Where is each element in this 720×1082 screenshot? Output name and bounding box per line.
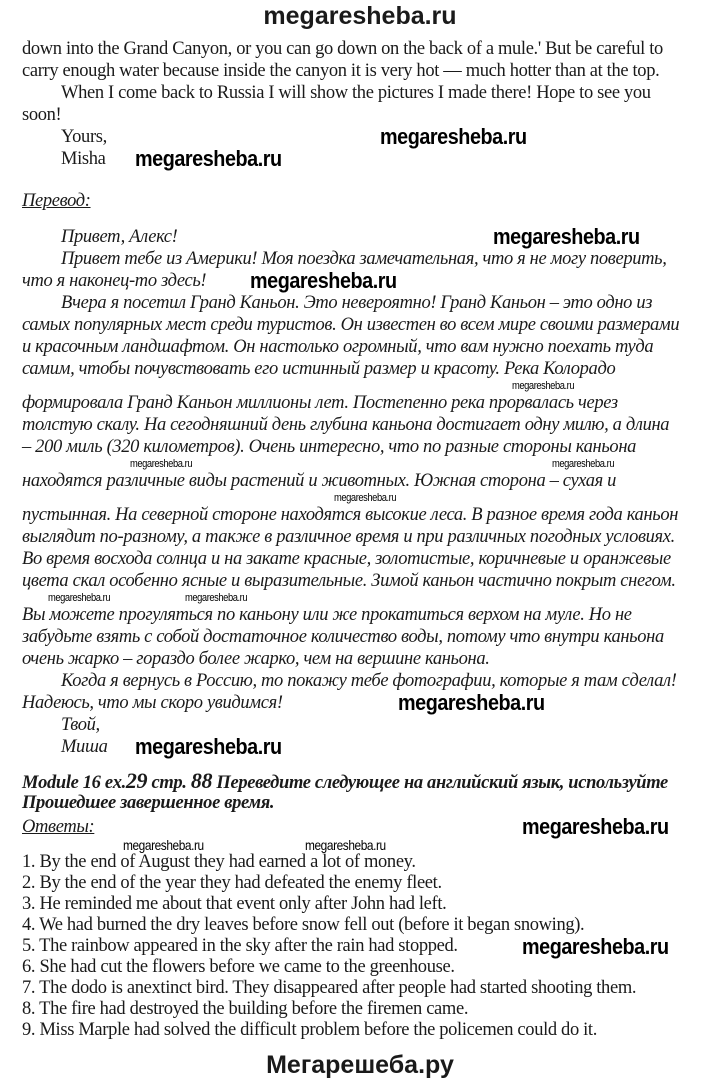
- translation-heading: Перевод:: [22, 191, 91, 211]
- answer-item: 4. We had burned the dry leaves before snow fell out (before it began snowing).: [22, 915, 585, 935]
- answer-item: 9. Miss Marple had solved the difficult problem before the policemen could do it.: [22, 1020, 597, 1040]
- translation-line: Во время восхода солнца и на закате красные, золотистые, коричневые и оранжевые: [22, 549, 671, 569]
- watermark: megaresheba.ru: [522, 934, 669, 959]
- letter-line: down into the Grand Canyon, or you can go down on the back of a mule.' But be careful to: [22, 39, 663, 59]
- watermark: megaresheba.ru: [398, 690, 545, 715]
- translation-greeting: Привет, Алекс!: [61, 227, 178, 247]
- exercise-title: [22, 770, 668, 794]
- translation-line: самых популярных мест среди туристов. Он известен во всем мире своими размерами: [22, 315, 680, 335]
- answer-item: 3. He reminded me about that event only after John had left.: [22, 894, 447, 914]
- translation-line: выглядит по-разному, а также в различное время и при различных погодных условиях.: [22, 527, 675, 547]
- translation-line: Вчера я посетил Гранд Каньон. Это невероятно! Гранд Каньон – это одно из: [61, 293, 653, 313]
- translation-line: Надеюсь, что мы скоро увидимся!: [22, 693, 283, 713]
- translation-closing: Твой,: [61, 715, 100, 735]
- translation-line: пустынная. На северной стороне находятся высокие леса. В разное время года каньон: [22, 505, 679, 525]
- watermark: megaresheba.ru: [380, 124, 527, 149]
- site-footer-watermark: Мегарешеба.ру: [266, 1051, 454, 1079]
- translation-line: формировала Гранд Каньон миллионы лет. Постепенно река прорвалась через: [22, 393, 618, 413]
- answer-item: 1. By the end of August they had earned a lot of money.: [22, 852, 416, 872]
- translation-line: что я наконец-то здесь!: [22, 271, 207, 291]
- watermark: megaresheba.ru: [522, 814, 669, 839]
- page-number: 88: [190, 768, 213, 793]
- watermark: megaresheba.ru: [305, 837, 386, 853]
- translation-line: и красочным ландшафтом. Он настолько огромный, что вам нужно поехать туда: [22, 337, 654, 357]
- letter-line: carry enough water because inside the canyon it is very hot — much hotter than at the top.: [22, 61, 660, 81]
- translation-line: цвета скал особенно ясные и выразительные. Зимой каньон частично покрыт снегом.: [22, 571, 676, 591]
- letter-line: soon!: [22, 105, 62, 125]
- translation-line: Вы можете прогуляться по каньону или же прокатиться верхом на муле. Но не: [22, 605, 632, 625]
- answers-heading: Ответы:: [22, 817, 95, 837]
- translation-line: Когда я вернусь в Россию, то покажу тебе фотографии, которые я там сделал!: [61, 671, 677, 691]
- letter-signature: Misha: [61, 149, 106, 169]
- instruction: Переведите следующее на английский язык, используйте: [212, 773, 668, 793]
- page-label: стр.: [147, 773, 191, 793]
- answer-item: 6. She had cut the flowers before we came to the greenhouse.: [22, 957, 455, 977]
- answer-item: 7. The dodo is anextinct bird. They disappeared after people had started shooting them.: [22, 978, 637, 998]
- watermark: megaresheba.ru: [48, 592, 111, 604]
- exercise-prefix: Module 16 ex.: [22, 773, 126, 793]
- answer-item: 5. The rainbow appeared in the sky after the rain had stopped.: [22, 936, 458, 956]
- translation-signature: Миша: [61, 737, 108, 757]
- answer-item: 2. By the end of the year they had defeated the enemy fleet.: [22, 873, 442, 893]
- watermark: megaresheba.ru: [185, 592, 248, 604]
- translation-line: забудьте взять с собой достаточное количество воды, потому что внутри каньона: [22, 627, 664, 647]
- translation-line: самим, чтобы почувствовать его истинный размер и красоту. Река Колорадо: [22, 359, 616, 379]
- translation-line: очень жарко – гораздо более жарко, чем на вершине каньона.: [22, 649, 490, 669]
- translation-line: находятся различные виды растений и животных. Южная сторона – сухая и: [22, 471, 617, 491]
- letter-line: When I come back to Russia I will show the pictures I made there! Hope to see you: [61, 83, 651, 103]
- site-header-watermark: megaresheba.ru: [263, 2, 457, 30]
- watermark: megaresheba.ru: [135, 734, 282, 759]
- translation-line: Привет тебе из Америки! Моя поездка замечательная, что я не могу поверить,: [61, 249, 667, 269]
- translation-line: толстую скалу. На сегодняшний день глубина каньона достигает одну милю, а длина: [22, 415, 670, 435]
- watermark: megaresheba.ru: [334, 492, 397, 504]
- watermark: megaresheba.ru: [512, 380, 575, 392]
- watermark: megaresheba.ru: [135, 146, 282, 171]
- letter-closing: Yours,: [61, 127, 107, 147]
- translation-line: – 200 миль (320 километров). Очень интересно, что по разные стороны каньона: [22, 437, 637, 457]
- watermark: megaresheba.ru: [250, 268, 397, 293]
- answer-item: 8. The fire had destroyed the building before the firemen came.: [22, 999, 469, 1019]
- watermark: megaresheba.ru: [552, 458, 615, 470]
- watermark: megaresheba.ru: [493, 224, 640, 249]
- watermark: megaresheba.ru: [130, 458, 193, 470]
- exercise-number: 29: [125, 768, 148, 793]
- exercise-instruction: Прошедшее завершенное время.: [22, 793, 275, 813]
- watermark: megaresheba.ru: [123, 837, 204, 853]
